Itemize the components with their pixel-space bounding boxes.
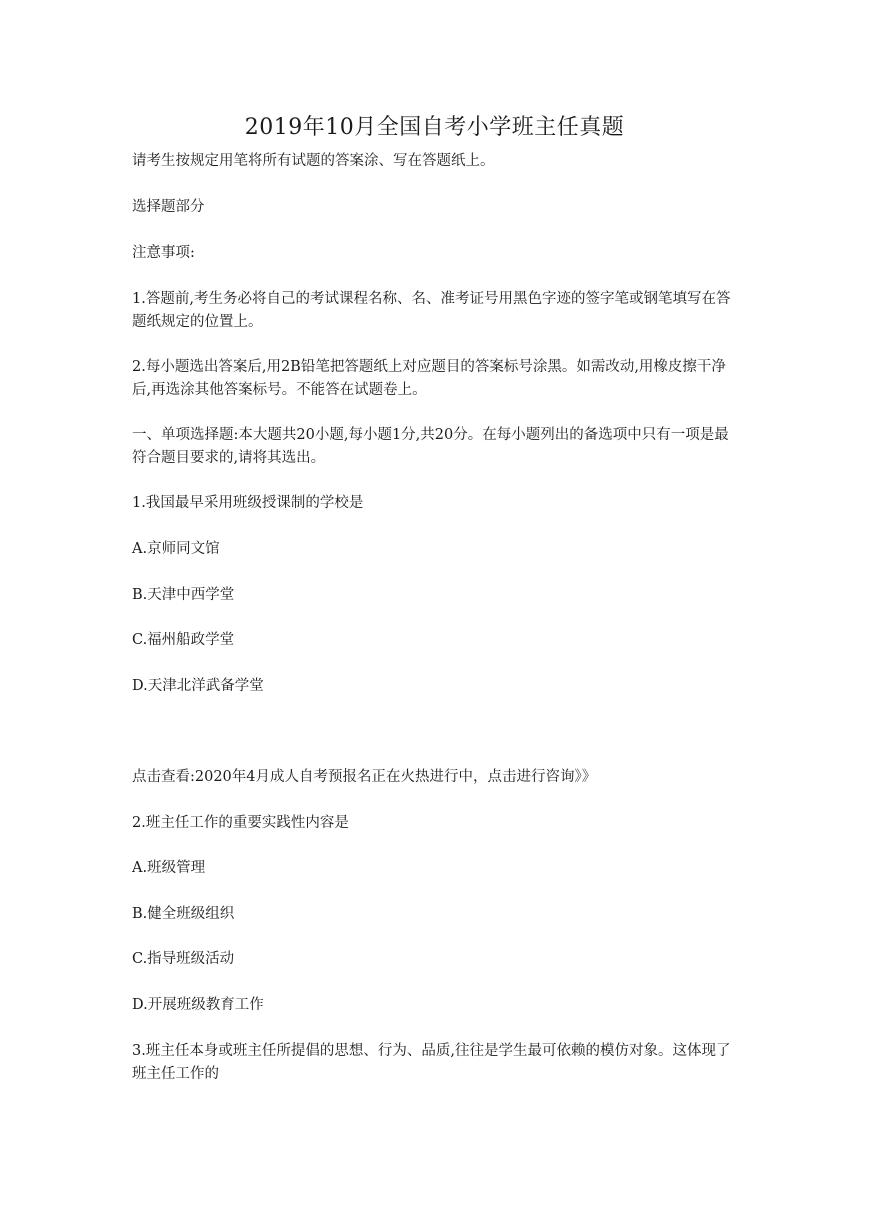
question-2-option-b: B.健全班级组织: [132, 906, 235, 922]
question-1-option-c: C.福州船政学堂: [132, 632, 235, 648]
question-2-option-a: A.班级管理: [132, 860, 206, 876]
promo-link[interactable]: 点击查看:2020年4月成人自考预报名正在火热进行中，点击进行咨询》》: [132, 769, 597, 785]
question-1: 1.我国最早采用班级授课制的学校是: [132, 495, 364, 511]
question-1-option-a: A.京师同文馆: [132, 541, 220, 557]
notice-item-2: 2.每小题选出答案后,用2B铅笔把答题纸上对应题目的答案标号涂黑。如需改动,用橡皮擦干净后,再选涂其他答案标号。不能答在试题卷上。: [132, 359, 726, 398]
notice-item-1: 1.答题前,考生务必将自己的考试课程名称、名、准考证号用黑色字迹的签字笔或钢笔填写在答题纸规定的位置上。: [132, 291, 731, 330]
question-2: 2.班主任工作的重要实践性内容是: [132, 815, 349, 831]
notice-heading: 注意事项:: [132, 245, 195, 261]
part-one-heading: 一、单项选择题:本大题共20小题,每小题1分,共20分。在每小题列出的备选项中只有一项是最符合题目要求的,请将其选出。: [132, 427, 729, 466]
question-1-option-b: B.天津中西学堂: [132, 587, 235, 603]
page-title: 2019年10月全国自考小学班主任真题: [244, 115, 625, 140]
instruction-text: 请考生按规定用笔将所有试题的答案涂、写在答题纸上。: [132, 153, 495, 169]
question-1-option-d: D.天津北洋武备学堂: [132, 678, 264, 694]
question-2-option-d: D.开展班级教育工作: [132, 997, 264, 1013]
question-3: 3.班主任本身或班主任所提倡的思想、行为、品质,往往是学生最可依赖的模仿对象。这体现了班主任工作的: [132, 1043, 731, 1082]
question-2-option-c: C.指导班级活动: [132, 951, 235, 967]
section-heading: 选择题部分: [132, 199, 205, 215]
